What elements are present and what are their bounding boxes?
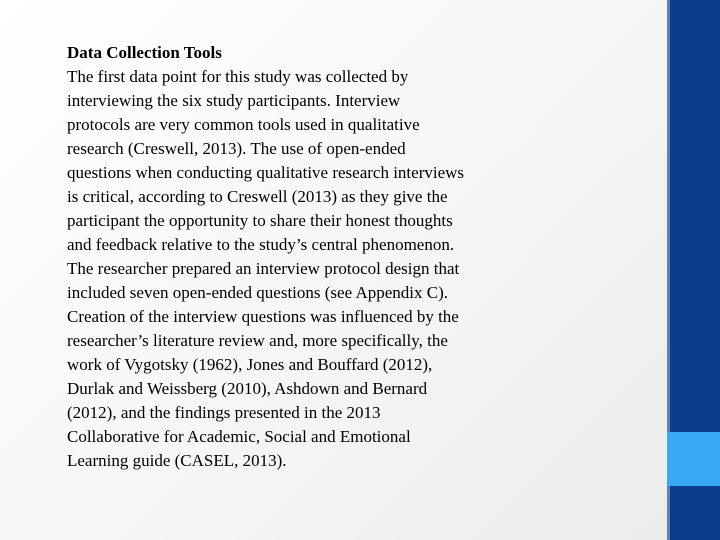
slide-content [67,41,547,473]
body-line: questions when conducting qualitative research interviews [67,163,465,182]
body-line: Durlak and Weissberg (2010), Ashdown and Bernard [67,379,428,398]
body-line: is critical, according to Creswell (2013) as they give the [67,187,448,206]
slide-body-text [67,65,547,473]
body-line: Collaborative for Academic, Social and Emotional [67,427,411,446]
body-line: protocols are very common tools used in qualitative [67,115,420,134]
body-line: (2012), and the findings presented in the 2013 [67,403,381,422]
body-line: The researcher prepared an interview protocol design that [67,259,460,278]
body-line: Learning guide (CASEL, 2013). [67,451,287,470]
body-line: and feedback relative to the study’s central phenomenon. [67,235,455,254]
sidebar-accent-block [667,432,720,486]
body-line: Creation of the interview questions was influenced by the [67,307,459,326]
slide-heading: Data Collection Tools [67,43,222,62]
body-line: included seven open-ended questions (see Appendix C). [67,283,448,302]
body-line: work of Vygotsky (1962), Jones and Bouffard (2012), [67,355,433,374]
body-line: researcher’s literature review and, more specifically, the [67,331,448,350]
body-line: participant the opportunity to share their honest thoughts [67,211,453,230]
body-line: research (Creswell, 2013). The use of open-ended [67,139,406,158]
body-line: interviewing the six study participants. Interview [67,91,401,110]
body-line: The first data point for this study was collected by [67,67,409,86]
decorative-sidebar [667,0,720,540]
